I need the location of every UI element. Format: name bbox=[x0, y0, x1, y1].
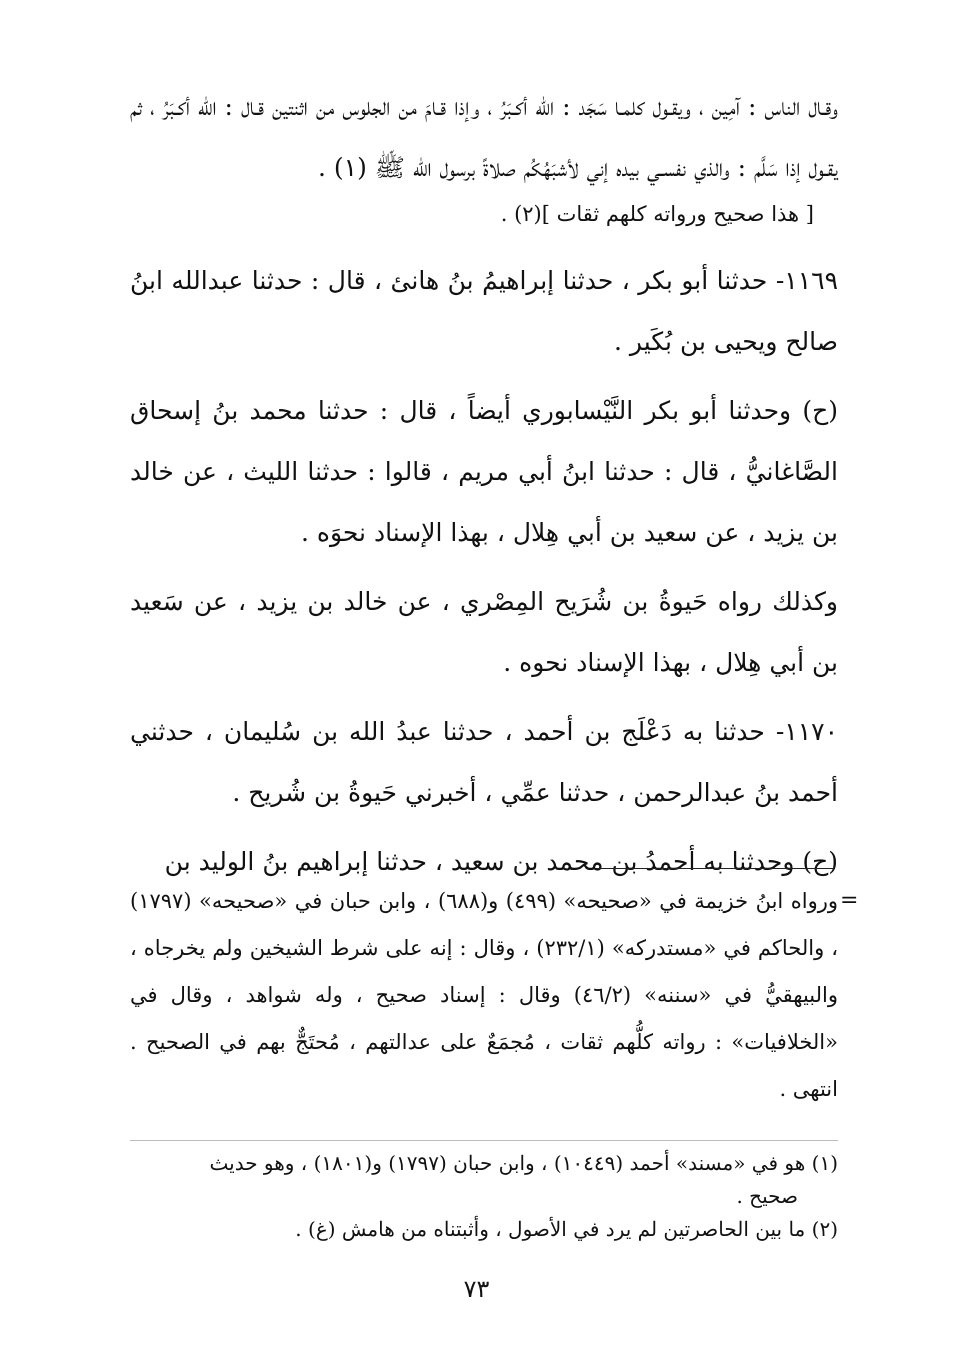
paragraph-ha-2: (ح) وحدثنا به أحمدُ بن محمد بن سعيد ، حدثنا إبراهيم بنُ الوليد بن bbox=[164, 847, 838, 876]
continuation-mark: = bbox=[840, 888, 859, 913]
paragraph-ha-1: (ح) وحدثنا أبو بكر النَّيْسابوري أيضاً ، قال : حدثنا محمد بنُ إسحاق الصَّاغانيُّ ، قال : حدثنا ابنُ أبي مريم ، قالوا : حدثنا الليث ، عن خالد بن يزيد ، عن سعيد بن أبي هِلال ، بهذا الإسناد نحوَه . bbox=[130, 396, 838, 547]
main-text bbox=[130, 76, 838, 900]
paragraph-1170: ١١٧٠- حدثنا به دَعْلَج بن أحمد ، حدثنا عبدُ الله بن سُليمان ، حدثني أحمد بنُ عبدالرحمن ، حدثنا عمِّي ، أخبرني حَيوةُ بن شُريح . bbox=[130, 717, 838, 807]
footnote-2: (٢) ما بين الحاصرتين لم يرد في الأصول ، وأثبتناه من هامش (غ) . bbox=[295, 1217, 838, 1241]
footnote-separator bbox=[596, 868, 834, 869]
footnotes bbox=[130, 1147, 838, 1246]
continued-footnote bbox=[130, 878, 838, 1113]
footnote-divider bbox=[130, 1140, 838, 1141]
footnote-1: (١) هو في «مسند» أحمد (١٠٤٤٩) ، وابن حبان (١٧٩٧) و(١٨٠١) ، وهو حديث bbox=[209, 1151, 838, 1175]
continued-footnote-text: ورواه ابنُ خزيمة في «صحيحه» (٤٩٩) و(٦٨٨) ، وابن حبان في «صحيحه» (١٧٩٧) ، والحاكم في «مستدركه» (٢٣٢/١) ، وقال : إنه على شرط الشيخين ولم يخرجاه ، والبيهقيُّ في «سننه» (٤٦/٢) وقال : إسناد صحيح ، وله شواهد ، وقال في «الخلافيات» : رواته كلُّهم ثقات ، مُجمَعٌ على عدالتهم ، مُحتَجٌّ بهم في الصحيح . انتهى . bbox=[130, 889, 839, 1101]
bracket-note: [ هذا صحيح ورواته كلهم ثقات ](٢) . bbox=[500, 202, 814, 226]
paragraph-1169: ١١٦٩- حدثنا أبو بكر ، حدثنا إبراهيمُ بنُ هانئ ، قال : حدثنا عبدالله ابنُ صالح ويحيى بن بُكَير . bbox=[130, 266, 838, 356]
paragraph-1: وقـال الناس : آمِين ، ويقـول كلمـا سَجَد : الله أكـبَرُ ، وإذا قـامَ من الجلوس من اثنتين قـال : الله أكـبَرُ ، ثم يقـول إذا سَلَّم : والذي نفسـي بيده إني لأشبَهُكُم صلاةً برسول الله ﷺ (١) . bbox=[130, 92, 838, 182]
footnote-1-continuation: صحيح . bbox=[736, 1184, 798, 1208]
page-number: ٧٣ bbox=[463, 1275, 490, 1303]
paragraph-kadhalik: وكذلك رواه حَيوةُ بن شُرَيح المِصْري ، عن خالد بن يزيد ، عن سَعيد بن أبي هِلال ، بهذا الإسناد نحوه . bbox=[130, 587, 838, 677]
